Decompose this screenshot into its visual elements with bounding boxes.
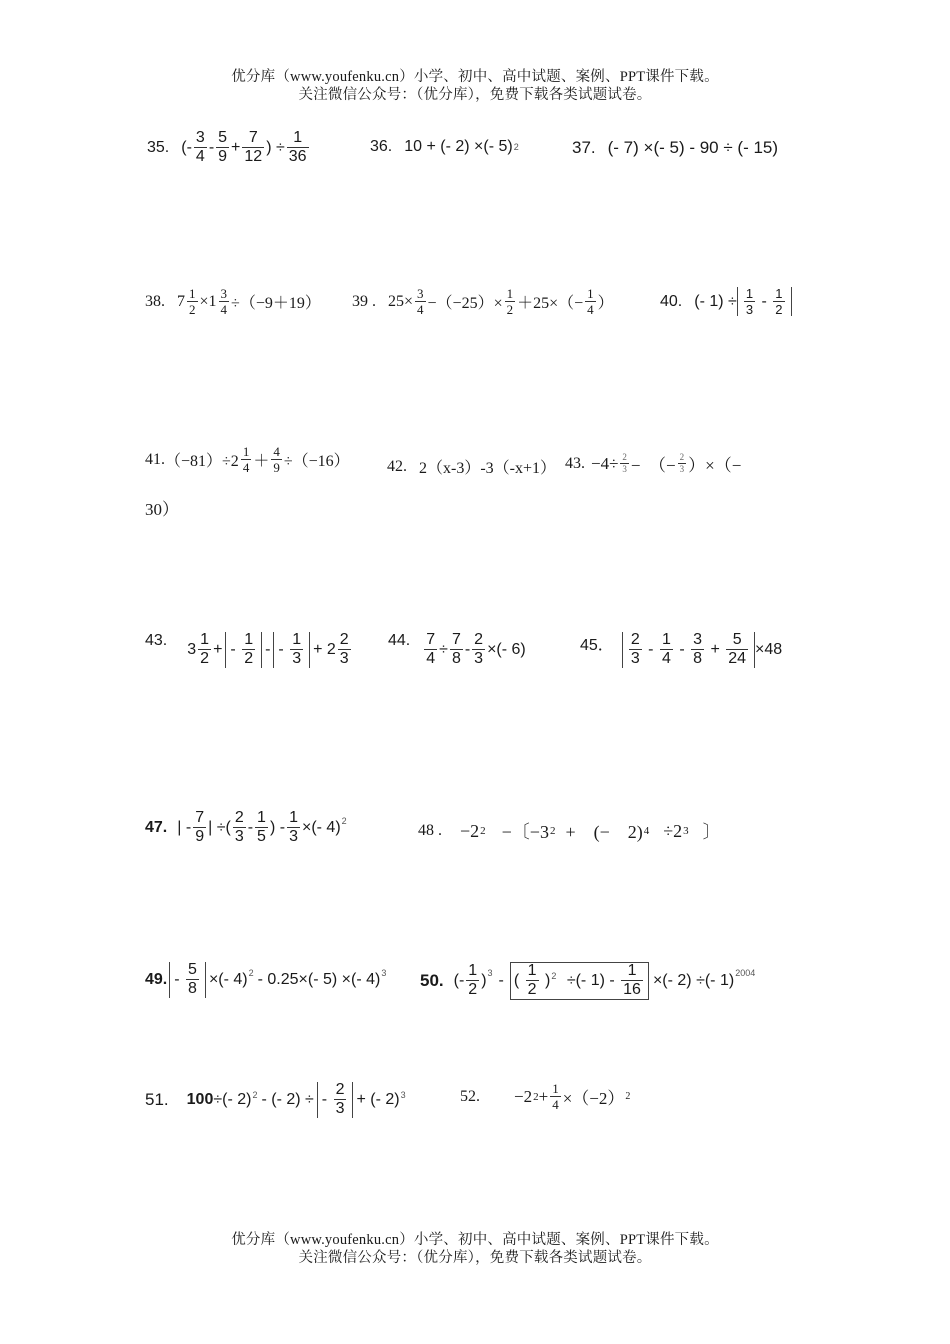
exponent: 3 xyxy=(400,1090,406,1100)
denominator: 4 xyxy=(587,301,594,317)
fraction xyxy=(271,445,282,474)
fraction xyxy=(550,1082,561,1111)
fraction xyxy=(660,632,673,668)
denominator: 36 xyxy=(288,147,307,165)
expr-part: - xyxy=(464,640,471,658)
expr-part: - 0.25×(- 5) ×(- 4) xyxy=(257,970,381,988)
denominator: 3 xyxy=(289,827,298,845)
expr-part: - xyxy=(174,971,180,989)
expr-part: ) xyxy=(545,972,551,990)
problem-48 xyxy=(418,818,721,844)
expr-part: ÷(- 1) - xyxy=(566,972,615,990)
fraction xyxy=(242,632,255,668)
fraction xyxy=(415,287,426,316)
expr-part: | - xyxy=(177,818,192,836)
problem-49 xyxy=(145,962,386,998)
numerator: 1 xyxy=(627,962,637,979)
expr-part: + xyxy=(213,640,223,658)
problem-number: 40. xyxy=(660,292,683,310)
expr-part: ×(- 4) xyxy=(301,818,341,836)
expr-part: + 2 xyxy=(313,640,336,658)
expr-part: ＋25×（− xyxy=(517,295,584,313)
expr-part: (- xyxy=(453,971,465,989)
problem-47 xyxy=(145,810,347,846)
problem-36 xyxy=(370,138,519,156)
numerator: 1 xyxy=(200,631,210,648)
expr-part: ）×（− xyxy=(688,456,742,475)
expr-part: −4÷ xyxy=(591,453,619,473)
expr-part: - xyxy=(321,1091,328,1109)
numerator: 1 xyxy=(587,286,594,301)
numerator: 1 xyxy=(661,631,671,648)
numerator: 2 xyxy=(335,1081,345,1098)
fraction xyxy=(198,632,211,668)
expr-part: ) xyxy=(481,971,487,989)
expr-part: + xyxy=(538,1086,549,1106)
denominator: 3 xyxy=(622,463,627,474)
expr-part: 〕 xyxy=(702,822,721,842)
problem-number: 43. xyxy=(565,454,585,472)
fraction xyxy=(678,453,687,474)
numerator: 5 xyxy=(218,129,228,146)
problem-39 xyxy=(352,287,614,316)
numerator: 2 xyxy=(630,631,640,648)
exponent: 2 xyxy=(252,1090,258,1100)
expr-part: − （− xyxy=(630,456,676,475)
numerator: 7 xyxy=(195,809,205,826)
expr-part: ÷2 xyxy=(663,820,683,841)
numerator: 1 xyxy=(552,1081,559,1096)
expr-part: ) ÷ xyxy=(266,138,285,156)
problem-number: 52. xyxy=(460,1087,480,1105)
expr-part: ÷(- 2) xyxy=(213,1090,252,1108)
problem-number: 45． xyxy=(580,637,614,654)
denominator: 4 xyxy=(552,1096,559,1112)
expr-part: ） xyxy=(597,295,614,313)
numerator: 1 xyxy=(745,286,754,301)
problem-44 xyxy=(388,632,526,668)
fraction xyxy=(241,445,252,474)
numerator: 1 xyxy=(506,286,514,301)
numerator: 4 xyxy=(273,444,280,459)
numerator: 1 xyxy=(289,809,298,826)
expr-part: 2（x-3）-3（-x+1） xyxy=(419,460,557,477)
fraction xyxy=(290,632,303,668)
fraction xyxy=(187,287,198,316)
absolute-value xyxy=(225,632,262,668)
problem-number: 50. xyxy=(420,970,444,990)
absolute-value xyxy=(622,632,755,668)
denominator: 2 xyxy=(244,649,254,667)
exponent: 2 xyxy=(551,970,557,981)
expr-part: - xyxy=(208,138,215,156)
denominator: 5 xyxy=(257,827,266,845)
expr-part: ÷ xyxy=(439,640,448,658)
exponent: 2 xyxy=(625,1091,631,1103)
expr-part: - xyxy=(247,818,254,836)
exponent: 2 xyxy=(513,142,519,152)
denominator: 9 xyxy=(218,147,228,165)
denominator: 4 xyxy=(242,459,250,475)
problem-number: 39 . xyxy=(352,292,376,310)
denominator: 9 xyxy=(273,459,280,475)
problem-number: 48 . xyxy=(418,822,442,839)
fraction xyxy=(242,130,264,166)
expr-part: 3 xyxy=(187,640,197,658)
expr-part: + (- 2) xyxy=(356,1090,400,1108)
denominator: 3 xyxy=(745,301,754,317)
fraction xyxy=(193,810,206,846)
expr-part: ×（−2） xyxy=(562,1089,625,1109)
fraction xyxy=(216,130,229,166)
denominator: 3 xyxy=(474,649,484,667)
problem-number: 49. xyxy=(145,970,168,988)
numerator: 7 xyxy=(451,631,461,648)
exponent: 3 xyxy=(487,968,493,978)
denominator: 16 xyxy=(623,980,641,998)
problem-40 xyxy=(660,287,792,316)
expr-part: - xyxy=(265,640,271,658)
fraction xyxy=(621,963,643,999)
absolute-value xyxy=(737,287,792,316)
denominator: 8 xyxy=(451,649,461,667)
numerator: 1 xyxy=(292,631,302,648)
problem-number: 35. xyxy=(147,138,170,156)
fraction xyxy=(466,963,479,999)
numerator: 1 xyxy=(468,962,478,979)
numerator: 1 xyxy=(293,129,303,146)
fraction xyxy=(334,1082,347,1118)
fraction xyxy=(255,810,268,846)
absolute-value xyxy=(169,962,206,998)
denominator: 8 xyxy=(188,979,197,997)
expr-part: (- 7) ×(- 5) - 90 ÷ (- 15) xyxy=(607,138,779,157)
expr-part: ) - xyxy=(269,818,286,836)
exponent: 2 xyxy=(248,968,254,978)
header-line-1: 优分库（www.youfenku.cn）小学、初中、高中试题、案例、PPT课件下载。 xyxy=(231,69,719,85)
denominator: 2 xyxy=(200,649,210,667)
expr-part: −〔−3 xyxy=(501,822,549,842)
denominator: 3 xyxy=(335,1099,345,1117)
expr-part: ×1 xyxy=(199,292,217,310)
denominator: 3 xyxy=(234,827,244,845)
header-line-2: 关注微信公众号：（优分库），免费下载各类试题试卷。 xyxy=(298,87,652,103)
denominator: 4 xyxy=(661,649,671,667)
expr-part: 30） xyxy=(145,500,179,519)
numerator: 1 xyxy=(775,286,783,301)
numerator: 1 xyxy=(527,962,537,979)
numerator: 2 xyxy=(339,631,349,648)
problem-number: 41. xyxy=(145,450,165,468)
denominator: 3 xyxy=(339,649,349,667)
fraction xyxy=(450,632,463,668)
expr-part: - xyxy=(498,971,504,989)
expr-part: 100 xyxy=(186,1090,214,1108)
denominator: 8 xyxy=(693,649,702,667)
denominator: 2 xyxy=(468,980,478,998)
denominator: 12 xyxy=(244,147,263,165)
expr-part: ×(- 6) xyxy=(487,640,526,658)
footer-line-2: 关注微信公众号：（优分库），免费下载各类试题试卷。 xyxy=(298,1250,652,1266)
exponent: 2 xyxy=(341,816,347,826)
problem-number: 44. xyxy=(388,632,411,649)
page-header xyxy=(0,68,950,104)
fraction xyxy=(219,287,230,316)
problem-35 xyxy=(147,130,311,166)
exponent: 3 xyxy=(683,825,689,837)
problem-number: 37. xyxy=(572,138,596,157)
fraction xyxy=(505,287,516,316)
expr-part: ＋ xyxy=(253,453,270,471)
problem-50 xyxy=(420,962,755,1000)
numerator: 2 xyxy=(474,631,484,648)
expr-part: ÷（−9＋19） xyxy=(231,295,321,313)
fraction xyxy=(744,287,755,316)
problem-number: 47. xyxy=(145,818,168,836)
numerator: 3 xyxy=(417,286,424,301)
numerator: 2 xyxy=(622,452,627,463)
denominator: 3 xyxy=(630,649,640,667)
fraction xyxy=(424,632,437,668)
expr-part: + (− 2) xyxy=(565,822,643,842)
numerator: 3 xyxy=(220,286,228,301)
expr-part: ( xyxy=(513,972,520,990)
problem-38 xyxy=(145,287,321,316)
fraction xyxy=(629,632,642,668)
exponent: 2 xyxy=(480,825,486,837)
numerator: 2 xyxy=(234,809,244,826)
numerator: 1 xyxy=(257,809,266,826)
problem-number: 42. xyxy=(387,457,407,475)
fraction xyxy=(472,632,485,668)
problem-43a xyxy=(565,451,741,476)
expr-part: −（−25）× xyxy=(427,295,503,313)
problem-52 xyxy=(460,1082,630,1111)
denominator: 24 xyxy=(728,649,747,667)
problem-42 xyxy=(387,455,556,478)
expr-part: ×48 xyxy=(755,640,783,658)
expr-part: (- 1) ÷ xyxy=(694,292,737,310)
fraction xyxy=(526,963,539,999)
absolute-value xyxy=(273,632,310,668)
fraction xyxy=(287,130,309,166)
expr-part: 10 + (- 2) ×(- 5) xyxy=(404,138,513,155)
numerator: 7 xyxy=(426,631,436,648)
denominator: 2 xyxy=(189,301,196,317)
fraction xyxy=(338,632,351,668)
exponent: 3 xyxy=(381,968,387,978)
problem-number: 36. xyxy=(370,138,393,155)
expr-part: −2 xyxy=(460,820,480,841)
denominator: 2 xyxy=(527,980,537,998)
expr-part: + xyxy=(231,138,241,156)
problem-43a-wrap xyxy=(145,495,179,520)
problem-number: 38. xyxy=(145,292,165,310)
fraction xyxy=(585,287,596,316)
denominator: 2 xyxy=(506,301,514,317)
denominator: 3 xyxy=(292,649,302,667)
numerator: 1 xyxy=(189,286,196,301)
problem-51 xyxy=(145,1082,406,1118)
problem-43b xyxy=(145,632,353,668)
exponent: 2 xyxy=(533,1090,539,1103)
expr-part: 7 xyxy=(177,292,185,310)
denominator: 3 xyxy=(679,463,685,474)
expr-part: - xyxy=(230,641,236,659)
denominator: 4 xyxy=(417,301,424,317)
fraction xyxy=(233,810,246,846)
fraction xyxy=(691,632,704,668)
expr-part: ÷（−16） xyxy=(283,453,350,471)
page-footer xyxy=(0,1231,950,1267)
bracket-group xyxy=(510,962,649,1000)
problem-37 xyxy=(572,138,778,158)
numerator: 1 xyxy=(244,631,254,648)
fraction xyxy=(773,287,784,316)
expr-part: - (- 2) ÷ xyxy=(261,1090,314,1108)
fraction xyxy=(287,810,300,846)
numerator: 2 xyxy=(679,452,685,463)
expr-part: - xyxy=(278,641,284,659)
expr-part: ×(- 2) ÷(- 1) xyxy=(652,971,735,989)
problem-41 xyxy=(145,445,350,474)
fraction xyxy=(194,130,207,166)
expr-part: + xyxy=(710,641,720,659)
absolute-value xyxy=(317,1082,354,1118)
footer-line-1: 优分库（www.youfenku.cn）小学、初中、高中试题、案例、PPT课件下载。 xyxy=(231,1232,719,1248)
problem-number: 43. xyxy=(145,632,168,649)
numerator: 3 xyxy=(195,129,205,146)
expr-part: （−81）÷2 xyxy=(165,453,239,471)
numerator: 7 xyxy=(248,129,258,146)
fraction xyxy=(726,632,748,668)
expr-part: - xyxy=(648,641,654,659)
expr-part: 25× xyxy=(388,292,414,310)
denominator: 4 xyxy=(220,301,228,317)
denominator: 4 xyxy=(195,147,205,165)
expr-part: ×(- 4) xyxy=(208,970,248,988)
expr-part: - xyxy=(761,292,767,310)
expr-part: (- xyxy=(181,138,192,156)
exponent: 2004 xyxy=(735,968,756,978)
problem-45 xyxy=(580,632,782,668)
fraction xyxy=(620,453,629,474)
numerator: 3 xyxy=(693,631,702,648)
expr-part: | ÷( xyxy=(208,818,231,836)
exponent: 4 xyxy=(643,825,650,837)
numerator: 5 xyxy=(732,631,742,648)
denominator: 9 xyxy=(195,827,205,845)
denominator: 2 xyxy=(775,301,783,317)
exponent: 2 xyxy=(549,825,556,837)
expr-part: - xyxy=(679,641,685,659)
numerator: 5 xyxy=(188,961,197,978)
expr-part: −2 xyxy=(514,1086,533,1106)
fraction xyxy=(186,962,199,998)
problem-number: 51. xyxy=(145,1089,169,1109)
numerator: 1 xyxy=(242,444,250,459)
denominator: 4 xyxy=(426,649,436,667)
